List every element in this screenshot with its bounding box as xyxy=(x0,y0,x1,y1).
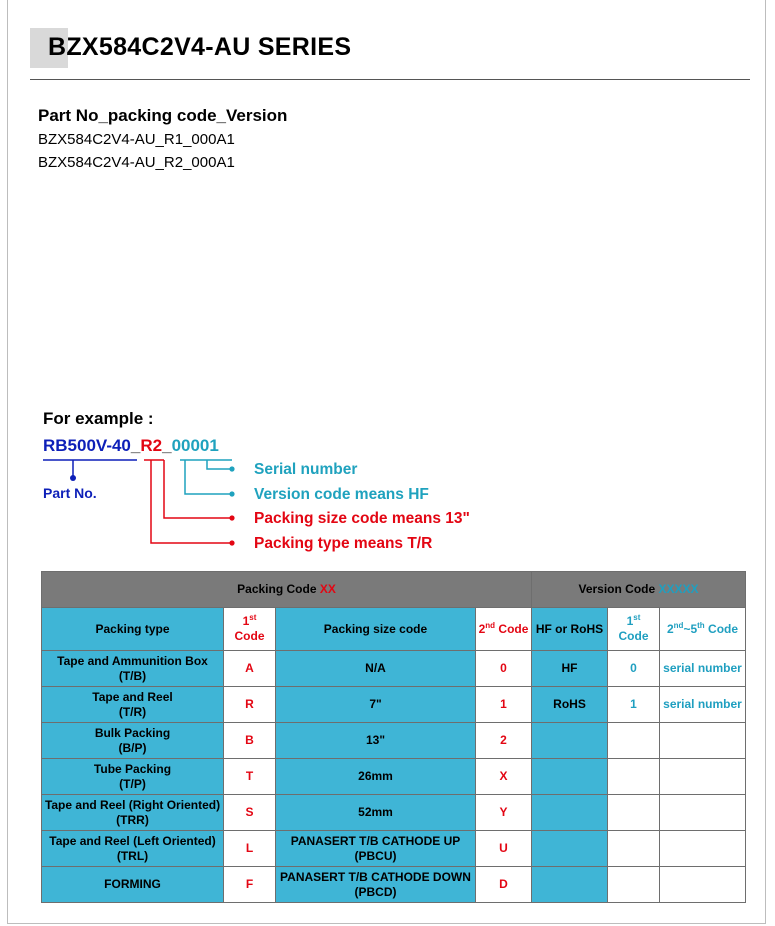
cell-first-code: R xyxy=(224,687,276,723)
cell-packing-type: Tape and Reel (Right Oriented) (TRR) xyxy=(42,795,224,831)
cell-hf-rohs: RoHS xyxy=(532,687,608,723)
version-code-label: Version code means HF xyxy=(254,486,429,503)
title-divider xyxy=(30,79,750,80)
cell-version-first-code xyxy=(608,867,660,903)
example-heading: For example : xyxy=(43,409,154,428)
cell-version-first-code xyxy=(608,723,660,759)
cell-packing-size: 26mm xyxy=(276,759,476,795)
cell-packing-type: Tube Packing (T/P) xyxy=(42,759,224,795)
cell-packing-type: Tape and Ammunition Box (T/B) xyxy=(42,651,224,687)
table-row xyxy=(42,831,746,867)
cell-version-rest-code xyxy=(660,795,746,831)
cell-first-code: S xyxy=(224,795,276,831)
col-header-version-first-code: 1st Code xyxy=(608,608,660,651)
page-title: BZX584C2V4-AU SERIES xyxy=(48,33,352,61)
table-row xyxy=(42,687,746,723)
cell-hf-rohs: HF xyxy=(532,651,608,687)
table-row xyxy=(42,723,746,759)
cell-version-rest-code xyxy=(660,759,746,795)
cell-packing-type: FORMING xyxy=(42,867,224,903)
cell-second-code: 0 xyxy=(476,651,532,687)
cell-packing-type: Bulk Packing (B/P) xyxy=(42,723,224,759)
part-number-heading: Part No_packing code_Version xyxy=(38,106,288,125)
cell-first-code: L xyxy=(224,831,276,867)
part-number-item: BZX584C2V4-AU_R2_000A1 xyxy=(38,154,235,171)
cell-second-code: U xyxy=(476,831,532,867)
cell-packing-type: Tape and Reel (Left Oriented) (TRL) xyxy=(42,831,224,867)
packing-code-header: Packing Code XX xyxy=(42,572,532,608)
example-separator: _ xyxy=(162,436,172,455)
cell-packing-size: 13" xyxy=(276,723,476,759)
cell-first-code: B xyxy=(224,723,276,759)
table-row xyxy=(42,795,746,831)
col-header-packing-type: Packing type xyxy=(42,608,224,651)
cell-version-first-code xyxy=(608,795,660,831)
example-packing-segment: R2 xyxy=(140,436,163,455)
col-header-first-code: 1st Code xyxy=(224,608,276,651)
example-code xyxy=(43,436,219,456)
example-version-segment: 00001 xyxy=(171,436,219,455)
cell-hf-rohs xyxy=(532,795,608,831)
cell-hf-rohs xyxy=(532,723,608,759)
version-code-header: Version Code XXXXX xyxy=(532,572,746,608)
cell-hf-rohs xyxy=(532,867,608,903)
table-column-header-row xyxy=(42,608,746,651)
cell-version-rest-code xyxy=(660,867,746,903)
cell-packing-size: 52mm xyxy=(276,795,476,831)
cell-packing-size: PANASERT T/B CATHODE DOWN (PBCD) xyxy=(276,867,476,903)
cell-packing-type: Tape and Reel (T/R) xyxy=(42,687,224,723)
cell-version-first-code: 0 xyxy=(608,651,660,687)
cell-version-first-code xyxy=(608,759,660,795)
cell-version-rest-code: serial number xyxy=(660,651,746,687)
cell-packing-size: PANASERT T/B CATHODE UP (PBCU) xyxy=(276,831,476,867)
cell-packing-size: N/A xyxy=(276,651,476,687)
packing-version-code-table xyxy=(41,571,746,903)
example-part-segment: RB500V-40 xyxy=(43,436,131,455)
cell-version-first-code: 1 xyxy=(608,687,660,723)
col-header-version-rest-code: 2nd~5th Code xyxy=(660,608,746,651)
packing-type-label: Packing type means T/R xyxy=(254,535,433,552)
cell-second-code: 2 xyxy=(476,723,532,759)
cell-version-rest-code xyxy=(660,831,746,867)
cell-packing-size: 7" xyxy=(276,687,476,723)
part-number-item: BZX584C2V4-AU_R1_000A1 xyxy=(38,131,235,148)
table-row xyxy=(42,759,746,795)
cell-version-rest-code xyxy=(660,723,746,759)
cell-hf-rohs xyxy=(532,759,608,795)
cell-version-rest-code: serial number xyxy=(660,687,746,723)
cell-second-code: Y xyxy=(476,795,532,831)
cell-hf-rohs xyxy=(532,831,608,867)
packing-size-label: Packing size code means 13" xyxy=(254,510,470,527)
cell-first-code: F xyxy=(224,867,276,903)
table-row xyxy=(42,867,746,903)
col-header-second-code: 2nd Code xyxy=(476,608,532,651)
cell-second-code: X xyxy=(476,759,532,795)
cell-first-code: T xyxy=(224,759,276,795)
cell-second-code: D xyxy=(476,867,532,903)
table-row xyxy=(42,651,746,687)
part-no-label: Part No. xyxy=(43,485,97,501)
cell-second-code: 1 xyxy=(476,687,532,723)
serial-number-label: Serial number xyxy=(254,461,358,478)
cell-first-code: A xyxy=(224,651,276,687)
col-header-packing-size: Packing size code xyxy=(276,608,476,651)
col-header-hf-rohs: HF or RoHS xyxy=(532,608,608,651)
example-separator: _ xyxy=(130,436,141,455)
table-group-header-row xyxy=(42,572,746,608)
cell-version-first-code xyxy=(608,831,660,867)
